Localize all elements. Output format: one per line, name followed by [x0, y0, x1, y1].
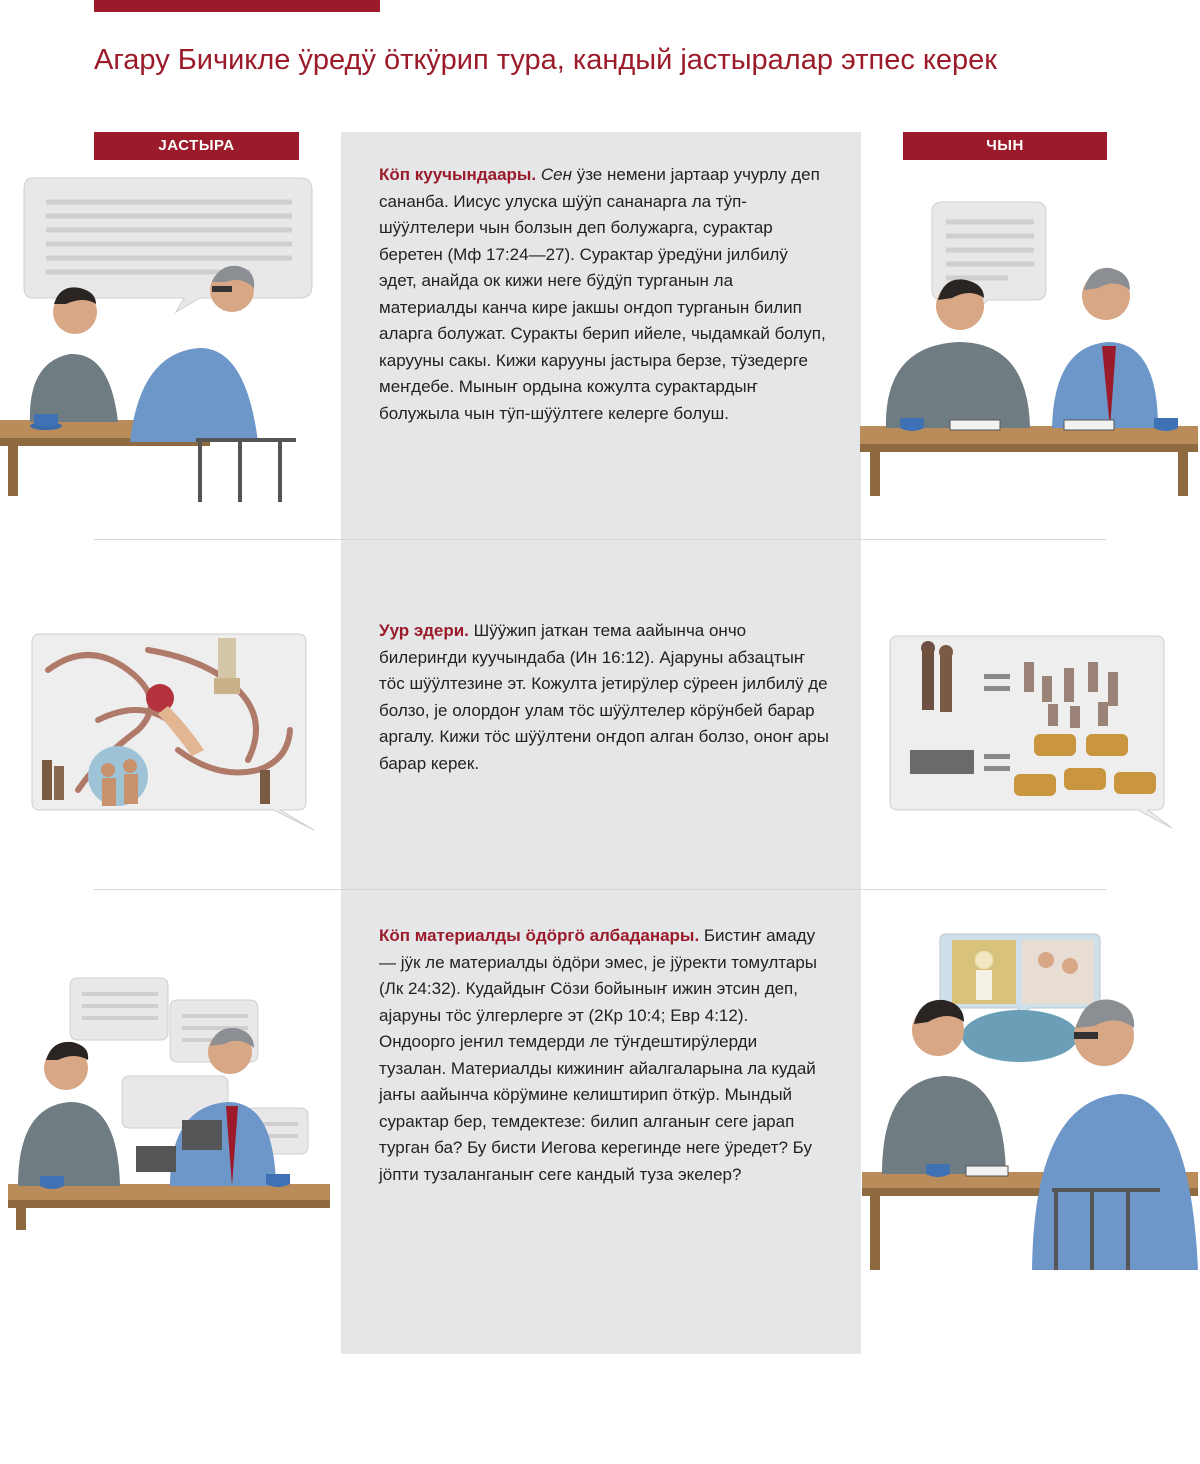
- section-2-lead: Уур эдери.: [379, 621, 469, 640]
- illustration-focus-main-point: [888, 632, 1178, 830]
- section-3-text: [379, 923, 829, 1188]
- section-3-lead: Кӧп материалды ӧдӧргӧ албаданары.: [379, 926, 700, 945]
- section-1-text: [379, 162, 829, 427]
- section-1-lead: Кӧп куучындаары.: [379, 165, 537, 184]
- illustration-talking-too-much: [0, 172, 320, 502]
- illustration-reaching-heart: [860, 930, 1200, 1270]
- illustration-too-much-material: [0, 974, 330, 1230]
- equals-icon: [984, 754, 1010, 759]
- label-wrong: ЈАСТЫРА: [94, 132, 299, 160]
- section-1-lead-italic: Сен: [540, 165, 572, 184]
- label-right: ЧЫН: [903, 132, 1107, 160]
- page-title: Агару Бичикле ӱредӱ ӧткӱрип тура, кандый јастыралар этпес керек: [94, 44, 997, 76]
- section-2-body: Шӱӱжип јаткан тема аайынча ончо билериҥди куучындаба (Ин 16:12). Ајаруны абзацтыҥ тӧс шӱӱлтезине эт. Кожулта јетирӱлер сӱреен јилбилӱ де болзо, је олордоҥ улам тӧс шӱӱлтелер кӧрӱнбей барар аргалу. Кижи тӧс шӱӱлтени оҥдоп алган болзо, оноҥ ары барар керек.: [379, 621, 829, 773]
- section-divider: [94, 539, 1106, 540]
- accent-top-bar: [94, 0, 380, 12]
- equals-icon: [984, 674, 1010, 679]
- section-3-body: Бистиҥ амаду — јӱк ле материалды ӧдӧри эмес, је јӱректи томултары (Лк 24:32). Кудайдыҥ Сӧзи бойыныҥ ижин этсин деп, ајаруны тӧс ӱлгерлерге эт (2Кр 10:4; Евр 4:12). Ондоорго јеҥил темдерди ле тӱҥдештирӱлерди тузалан. Материалды кижиниҥ айалгаларына ла кудай јаҥы аайынча кӧрӱмине келиштирип ӧткӱр. Мындый сурактар бер, темдектезе: билип алганыҥ сеге јарап турган ба? Бу бисти Иегова керегинде неге ӱредет? Бу јӧпти тузаланганыҥ сеге кандый туза экелер?: [379, 926, 817, 1184]
- illustration-asking-questions: [858, 196, 1200, 496]
- section-1-body: ӱзе немени јартаар учурлу деп сананба. Иисус улуска шӱӱп сананарга ла тӱп-шӱӱлтелери чын болзын деп болужарга, сурактар беретен (Мф 17:24—27). Сурактар ӱредӱни јилбилӱ эдет, анайда ок кижи неге бӱдӱп турганын ла материалды канча кире јакшы оҥдоп турганын билип аларга болужат. Суракты берип ийеле, чыдамкай болуп, карууны сакы. Кижи карууны јастыра берзе, тӱзедерге меҥдебе. Мыныҥ ордына кожулта сурактардыҥ болужыла чын тӱп-шӱӱлтеге келерге болуш.: [379, 165, 826, 423]
- section-2-text: [379, 618, 829, 777]
- illustration-too-many-details: [28, 630, 318, 834]
- section-divider: [94, 889, 1106, 890]
